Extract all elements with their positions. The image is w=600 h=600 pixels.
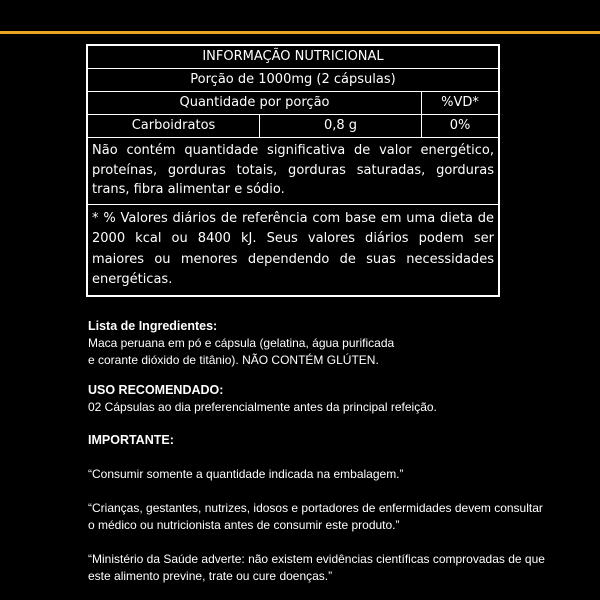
table-title: INFORMAÇÃO NUTRICIONAL — [202, 49, 384, 64]
vd-header: %VD* — [441, 95, 479, 110]
warning-quote-3 — [88, 551, 548, 585]
table-portion-row — [88, 69, 498, 92]
usage-section — [88, 382, 548, 416]
table-footnote-row — [88, 205, 498, 295]
table-row — [88, 115, 498, 138]
carb-label-cell — [88, 115, 260, 137]
quote-3-line-1: “Ministério da Saúde adverte: não existem evidências científicas comprovadas de que — [88, 552, 545, 566]
ingredients-line-2: e corante dióxido de titânio). NÃO CONTÉM GLÚTEN. — [88, 353, 379, 367]
important-section — [88, 432, 548, 449]
qty-header: Quantidade por porção — [179, 95, 330, 110]
ingredients-line-1: Maca peruana em pó e cápsula (gelatina, água purificada — [88, 336, 395, 350]
important-heading: IMPORTANTE: — [88, 433, 174, 447]
table-note: Não contém quantidade significativa de valor energético, proteínas, gorduras totais, gorduras saturadas, gorduras trans, fibra alimentar e sódio. — [92, 143, 494, 197]
carb-vd-cell — [422, 115, 498, 137]
carb-label: Carboidratos — [131, 118, 216, 133]
qty-header-cell — [88, 92, 422, 114]
ingredients-section — [88, 318, 548, 369]
nutrition-table — [86, 44, 500, 297]
table-footnote: * % Valores diários de referência com base em uma dieta de 2000 kcal ou 8400 kJ. Seus valores diários podem ser maiores ou menores dependendo de suas necessidades energéticas. — [92, 210, 494, 287]
carb-value-cell — [260, 115, 422, 137]
table-title-row — [88, 46, 498, 69]
ingredients-heading: Lista de Ingredientes: — [88, 319, 218, 333]
warning-quote-1 — [88, 466, 548, 483]
warning-quote-2 — [88, 500, 548, 534]
usage-heading: USO RECOMENDADO: — [88, 383, 224, 397]
usage-text: 02 Cápsulas ao dia preferencialmente antes da principal refeição. — [88, 400, 437, 414]
quote-1-text: “Consumir somente a quantidade indicada na embalagem.” — [88, 467, 404, 481]
portion-size: Porção de 1000mg (2 cápsulas) — [190, 72, 396, 87]
table-header-row — [88, 92, 498, 115]
quote-2-line-1: “Crianças, gestantes, nutrizes, idosos e portadores de enfermidades devem consultar — [88, 501, 543, 515]
quote-2-line-2: o médico ou nutricionista antes de consumir este produto.” — [88, 518, 400, 532]
carb-value: 0,8 g — [323, 118, 358, 133]
table-note-row — [88, 138, 498, 205]
carb-vd: 0% — [449, 118, 471, 133]
quote-3-line-2: este alimento previne, trate ou cure doenças.” — [88, 569, 333, 583]
top-accent-bar — [0, 0, 600, 34]
vd-header-cell — [422, 92, 498, 114]
